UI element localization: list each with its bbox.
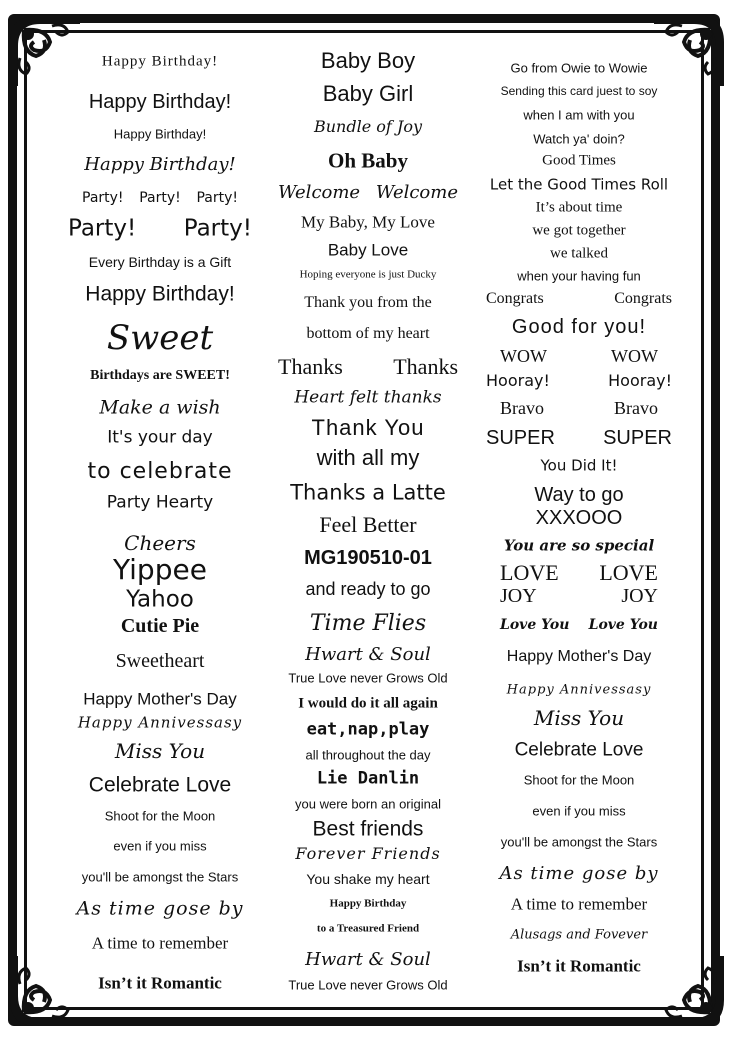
sentiment-line xyxy=(478,618,680,632)
sentiment-line: You Did It! xyxy=(540,456,618,475)
sentiment-line: As time gose by xyxy=(499,863,659,884)
sentiment-line: You are so special xyxy=(503,536,655,555)
sentiment-line: we got together xyxy=(532,222,626,239)
sentiment-column-middle xyxy=(270,0,466,1040)
sentiment-word: Party! xyxy=(183,215,252,242)
sentiment-line: you'll be amongst the Stars xyxy=(81,869,239,885)
sentiment-word: Party! xyxy=(82,190,124,206)
sentiment-word: Party! xyxy=(139,190,181,206)
sentiment-word: LOVE xyxy=(500,560,559,585)
sentiment-line xyxy=(478,428,680,448)
sentiment-word: Bravo xyxy=(500,398,544,418)
sentiment-line: Miss You xyxy=(533,706,625,730)
sentiment-line: bottom of my heart xyxy=(306,325,430,342)
sentiment-line: Best friends xyxy=(312,817,424,841)
sentiment-line: when I am with you xyxy=(523,107,635,123)
sentiment-line: Miss You xyxy=(114,739,206,763)
sentiment-line: Party Hearty xyxy=(106,492,214,513)
sentiment-line: Good Times xyxy=(542,152,616,169)
sentiment-line: Oh Baby xyxy=(328,148,408,173)
sentiment-line: A time to remember xyxy=(510,894,648,914)
sentiment-line: Sweetheart xyxy=(115,650,205,672)
sentiment-line: It’s about time xyxy=(535,199,623,216)
sentiment-line: Cutie Pie xyxy=(120,615,200,637)
sentiment-line xyxy=(478,586,680,606)
sentiment-line: Hwart & Soul xyxy=(305,644,431,665)
sentiment-line xyxy=(270,184,466,202)
sentiment-line: Sweet xyxy=(106,318,214,358)
sentiment-line: Baby Love xyxy=(327,240,409,260)
sentiment-line: Go from Owie to Wowie xyxy=(510,60,648,76)
sentiment-line: to celebrate xyxy=(87,459,233,484)
sentiment-line: Hoping everyone is just Ducky xyxy=(299,268,437,281)
sentiment-word: Welcome xyxy=(375,182,458,203)
sentiment-line: Alusags and Fovever xyxy=(510,927,648,943)
sentiment-line: Happy Mother's Day xyxy=(83,689,237,709)
sentiment-line: and ready to go xyxy=(305,579,431,599)
sentiment-line: Isn’t it Romantic xyxy=(517,956,641,976)
sentiment-line xyxy=(478,373,680,389)
sentiment-line: Happy Mother's Day xyxy=(506,648,652,665)
sentiment-line xyxy=(478,347,680,365)
sentiment-word: WOW xyxy=(500,346,547,366)
sentiment-line: even if you miss xyxy=(113,838,207,854)
sentiment-line: Happy Birthday xyxy=(329,897,407,910)
sentiment-line: XXXOOO xyxy=(535,507,623,529)
sentiment-line: Happy Birthday! xyxy=(84,154,236,175)
sentiment-line: to a Treasured Friend xyxy=(316,922,420,935)
sentiment-line: Cheers xyxy=(124,531,196,555)
sentiment-line: I would do it all again xyxy=(298,695,438,712)
sentiment-line xyxy=(270,356,466,378)
sentiment-line: Yahoo xyxy=(126,586,194,613)
sentiment-line: Lie Danlin xyxy=(316,768,420,789)
sentiment-line: Happy Birthday! xyxy=(88,91,232,113)
sentiment-line: Feel Better xyxy=(319,512,417,537)
sentiment-line: Happy Birthday! xyxy=(113,126,207,142)
sentiment-column-left xyxy=(60,0,260,1040)
sentiment-word: LOVE xyxy=(599,560,658,585)
sentiment-line: MG190510-01 xyxy=(304,547,432,569)
sentiment-line: Isn’t it Romantic xyxy=(98,973,222,993)
sentiment-word: Thanks xyxy=(393,354,458,379)
sentiment-line: Make a wish xyxy=(99,396,221,419)
sentiment-line: Every Birthday is a Gift xyxy=(88,254,232,270)
sentiment-line: Happy Birthday! xyxy=(85,282,235,306)
sentiment-word: SUPER xyxy=(486,427,555,449)
sentiment-line: you'll be amongst the Stars xyxy=(500,834,658,850)
sentiment-word: WOW xyxy=(611,346,658,366)
sentiment-line: Thank you from the xyxy=(304,294,432,311)
sentiment-line: with all my xyxy=(316,445,420,470)
sentiment-word: SUPER xyxy=(603,427,672,449)
sentiment-line: Happy Birthday! xyxy=(101,53,219,70)
sentiment-line: True Love never Grows Old xyxy=(288,670,448,686)
sentiment-line: Forever Friends xyxy=(295,844,441,863)
sentiment-word: Congrats xyxy=(486,290,544,307)
sentiment-word: JOY xyxy=(621,585,658,607)
sentiment-line: Happy Annivessasy xyxy=(77,713,243,732)
sentiment-line: Hwart & Soul xyxy=(305,949,431,970)
sentiment-word: JOY xyxy=(500,585,537,607)
sentiment-word: Love You xyxy=(500,617,570,633)
sentiment-line: Sending this card juest to soy xyxy=(500,84,658,98)
sentiment-line xyxy=(478,399,680,417)
sentiment-line: My Baby, My Love xyxy=(301,212,435,232)
sentiment-line: True Love never Grows Old xyxy=(288,977,448,993)
sentiment-line xyxy=(478,291,680,307)
sentiment-line xyxy=(60,191,260,205)
sentiment-word: Party! xyxy=(68,215,137,242)
sentiment-line: Thank You xyxy=(311,415,425,440)
sentiment-column-right xyxy=(478,0,680,1040)
sentiment-word: Hooray! xyxy=(608,371,672,390)
sentiment-line: Time Flies xyxy=(309,611,427,636)
sentiment-line xyxy=(60,215,260,242)
sentiment-line: Baby Girl xyxy=(322,81,414,106)
sentiment-line: Bundle of Joy xyxy=(313,117,422,136)
sentiment-line: when your having fun xyxy=(517,268,641,284)
sentiment-word: Love You xyxy=(588,617,658,633)
sentiment-line: Birthdays are SWEET! xyxy=(90,368,230,383)
sentiment-line: Celebrate Love xyxy=(88,773,232,797)
sentiment-line: Heart felt thanks xyxy=(294,387,442,408)
sentiment-line: even if you miss xyxy=(532,803,626,819)
sentiment-line: you were born an original xyxy=(295,796,441,812)
sentiment-line: Let the Good Times Roll xyxy=(489,175,669,194)
sentiment-line: It's your day xyxy=(107,427,213,448)
sentiment-word: Bravo xyxy=(614,398,658,418)
sentiment-word: Welcome xyxy=(278,182,361,203)
sentiment-line xyxy=(478,562,680,584)
sentiment-line: eat,nap,play xyxy=(306,719,430,740)
sentiment-line: A time to remember xyxy=(91,933,229,953)
sentiment-line: You shake my heart xyxy=(306,871,430,887)
sentiment-line: Good for you! xyxy=(511,316,647,338)
sentiment-line: Celebrate Love xyxy=(514,739,644,761)
sentiment-line: Thanks a Latte xyxy=(290,480,446,505)
sentiment-line: Baby Boy xyxy=(320,48,416,73)
sentiment-line: Watch ya' doin? xyxy=(533,131,625,147)
sentiment-line: we talked xyxy=(550,245,608,262)
sentiment-line: Happy Annivessasy xyxy=(506,682,652,698)
sentiment-line: all throughout the day xyxy=(305,747,431,763)
sentiment-line: Yippee xyxy=(113,553,207,586)
sentiment-line: Shoot for the Moon xyxy=(523,772,635,788)
sentiment-word: Congrats xyxy=(614,290,672,307)
sentiment-word: Party! xyxy=(196,190,238,206)
sentiment-word: Hooray! xyxy=(486,371,550,390)
sentiment-line: Shoot for the Moon xyxy=(104,808,216,824)
sentiment-line: As time gose by xyxy=(76,897,244,920)
sentiment-line: Way to go xyxy=(534,484,624,506)
sentiment-word: Thanks xyxy=(278,354,343,379)
